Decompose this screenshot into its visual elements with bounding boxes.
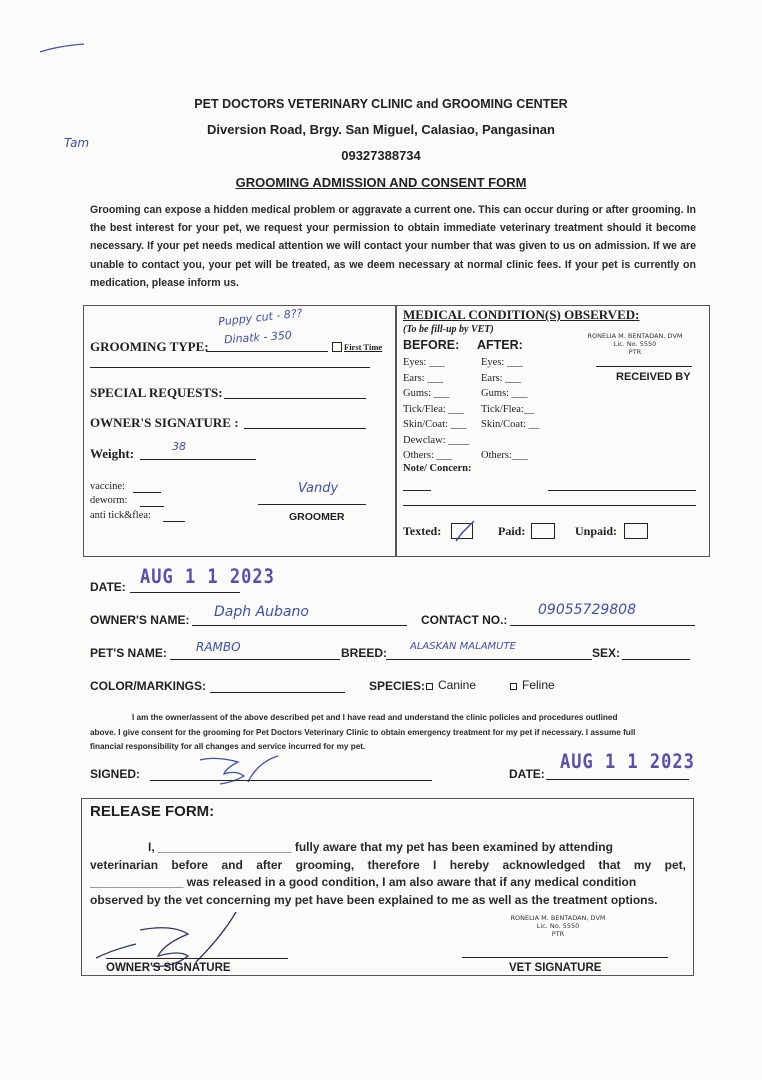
note-concern-label: Note/ Concern: bbox=[403, 463, 472, 474]
species-canine-checkbox[interactable] bbox=[426, 683, 433, 690]
signed-label: SIGNED: bbox=[90, 767, 141, 781]
color-markings-label: COLOR/MARKINGS: bbox=[90, 679, 206, 693]
special-requests-label: SPECIAL REQUESTS: bbox=[90, 385, 223, 400]
contact-label: CONTACT NO.: bbox=[421, 613, 508, 627]
paid-label: Paid: bbox=[498, 524, 526, 538]
groomer-line bbox=[258, 504, 366, 505]
note-line-1 bbox=[403, 490, 431, 491]
vet-stamp-bottom: RONELIA M. BENTADAN, DVM Lic. No. 5550 PTR bbox=[510, 914, 606, 938]
weight-line bbox=[140, 459, 256, 460]
pets-name-value: RAMBO bbox=[196, 640, 241, 654]
release-title: RELEASE FORM: bbox=[90, 803, 215, 820]
owners-signature-line bbox=[244, 428, 366, 429]
date-label: DATE: bbox=[90, 580, 126, 594]
owners-name-value: Daph Aubano bbox=[214, 604, 309, 620]
received-by-line bbox=[596, 366, 692, 367]
pets-name-line bbox=[170, 659, 340, 660]
texted-label: Texted: bbox=[403, 524, 442, 538]
anti-tick-line bbox=[163, 521, 185, 522]
clinic-phone: 09327388734 bbox=[341, 148, 421, 163]
special-requests-line bbox=[224, 398, 366, 399]
grooming-type-line bbox=[206, 351, 328, 352]
unpaid-label: Unpaid: bbox=[575, 524, 618, 538]
date-stamp: AUG 1 1 2023 bbox=[140, 565, 275, 589]
grooming-type-handwritten-1: Puppy cut - 8?? bbox=[217, 306, 303, 329]
after-checklist bbox=[481, 355, 539, 464]
release-text: I, ____________________ fully aware that my pet has been examined by attending veterinarian before and after grooming, therefore I hereby acknowledged that my pet, ______________ was released in a good condition, I am also aware that if any medical condition observed by the vet concerning my pet have been explained to me as well as the treatment options. bbox=[90, 840, 686, 907]
deworm-label: deworm: bbox=[90, 495, 128, 506]
margin-scribble bbox=[38, 40, 88, 56]
first-time-label: First Time bbox=[344, 342, 383, 352]
after-item: Gums: ___ bbox=[481, 388, 528, 399]
before-item: Dewclaw: ____ bbox=[403, 434, 470, 446]
consent-text: I am the owner/assent of the above described pet and I have read and understand the clinic policies and procedures outlined above. I give consent for the grooming for Pet Doctors Veterinary Clinic to obtain emergency treatment for my pet if necessary. I assume full financial responsibility for all changes and service incurred for my pet. bbox=[90, 713, 636, 751]
weight-value: 38 bbox=[172, 440, 186, 453]
vet-signature-line bbox=[462, 957, 668, 958]
clinic-address: Diversion Road, Brgy. San Miguel, Calasiao, Pangasinan bbox=[207, 122, 555, 137]
breed-value: ALASKAN MALAMUTE bbox=[410, 641, 516, 652]
medical-title: MEDICAL CONDITION(S) OBSERVED: bbox=[403, 307, 640, 322]
clinic-name: PET DOCTORS VETERINARY CLINIC and GROOMING CENTER bbox=[194, 97, 568, 111]
sex-label: SEX: bbox=[592, 646, 621, 660]
species-label: SPECIES: bbox=[369, 679, 426, 693]
consent-date-label: DATE: bbox=[509, 767, 545, 781]
before-item: Gums: ___ bbox=[403, 388, 450, 399]
groomer-label: GROOMER bbox=[289, 511, 345, 523]
before-item: Tick/Flea: ___ bbox=[403, 403, 465, 415]
note-line-3 bbox=[403, 505, 696, 506]
owners-signature-label: OWNER'S SIGNATURE : bbox=[90, 415, 239, 430]
after-label: AFTER: bbox=[477, 338, 523, 352]
release-owner-signature bbox=[92, 910, 242, 970]
after-item: Ears: ___ bbox=[481, 372, 521, 384]
owner-signature-line bbox=[106, 958, 288, 959]
deworm-line bbox=[140, 506, 164, 507]
groomer-handwritten: Vandy bbox=[298, 481, 339, 496]
unpaid-checkbox[interactable] bbox=[624, 523, 648, 539]
vet-signature-label: VET SIGNATURE bbox=[509, 962, 602, 974]
after-item: Others:___ bbox=[481, 450, 528, 461]
margin-note: Tam bbox=[64, 136, 90, 150]
grooming-type-handwritten-2: Dinatk - 350 bbox=[223, 328, 293, 347]
before-item: Ears: ___ bbox=[403, 372, 443, 384]
medical-subtitle: (To be fill-up by VET) bbox=[403, 324, 494, 335]
after-item: Tick/Flea:__ bbox=[481, 403, 535, 415]
after-item: Skin/Coat: __ bbox=[481, 419, 540, 430]
received-by-label: RECEIVED BY bbox=[616, 371, 691, 383]
panel-divider bbox=[395, 305, 397, 557]
intro-paragraph: Grooming can expose a hidden medical problem or aggravate a current one. This can occur during or after grooming. In the best interest for your pet, we request your permission to obtain immediate veterinary treatment should it become necessary. If your pet needs medical attention we will contact your number that was given to us on admission. If we are unable to contact you, your pet will be treated, as we deem necessary at normal clinic fees. If your pet is currently on medication, please inform us. bbox=[90, 204, 696, 289]
sex-line bbox=[622, 659, 690, 660]
grooming-type-label: GROOMING TYPE: bbox=[90, 339, 209, 354]
note-line-2 bbox=[548, 490, 696, 491]
signature-scribble bbox=[196, 752, 286, 788]
first-time-checkbox[interactable] bbox=[332, 342, 342, 352]
species-feline-label: Feline bbox=[522, 678, 555, 692]
form-title: GROOMING ADMISSION AND CONSENT FORM bbox=[235, 175, 527, 190]
before-item: Eyes: ___ bbox=[403, 357, 445, 368]
weight-label: Weight: bbox=[90, 446, 135, 461]
before-item: Skin/Coat: ___ bbox=[403, 419, 467, 430]
vaccine-line bbox=[133, 492, 161, 493]
owner-signature-label: OWNER'S SIGNATURE bbox=[106, 962, 231, 974]
species-canine-label: Canine bbox=[438, 678, 477, 692]
before-label: BEFORE: bbox=[403, 338, 460, 352]
species-feline-checkbox[interactable] bbox=[510, 683, 517, 690]
vet-stamp-top: RONELIA M. BENTADAN, DVM Lic. No. 5550 PTR bbox=[587, 332, 683, 356]
consent-date-stamp: AUG 1 1 2023 bbox=[560, 750, 695, 774]
before-item: Others: ___ bbox=[403, 450, 453, 461]
breed-label: BREED: bbox=[341, 646, 388, 660]
breed-line bbox=[386, 659, 592, 660]
owners-name-label: OWNER'S NAME: bbox=[90, 613, 190, 627]
owners-name-line bbox=[192, 625, 407, 626]
consent-date-line bbox=[546, 779, 689, 780]
date-line bbox=[130, 592, 240, 593]
contact-value: 09055729808 bbox=[538, 602, 636, 618]
before-checklist bbox=[403, 355, 469, 464]
contact-line bbox=[510, 625, 695, 626]
vaccine-label: vaccine: bbox=[90, 481, 125, 492]
grooming-type-line-2 bbox=[90, 367, 370, 368]
texted-check-mark bbox=[450, 519, 478, 545]
after-item: Eyes: ___ bbox=[481, 357, 523, 368]
color-markings-line bbox=[210, 692, 345, 693]
signed-line bbox=[150, 780, 432, 781]
pets-name-label: PET'S NAME: bbox=[90, 646, 167, 660]
anti-tick-label: anti tick&flea: bbox=[90, 510, 151, 521]
paid-checkbox[interactable] bbox=[531, 523, 555, 539]
